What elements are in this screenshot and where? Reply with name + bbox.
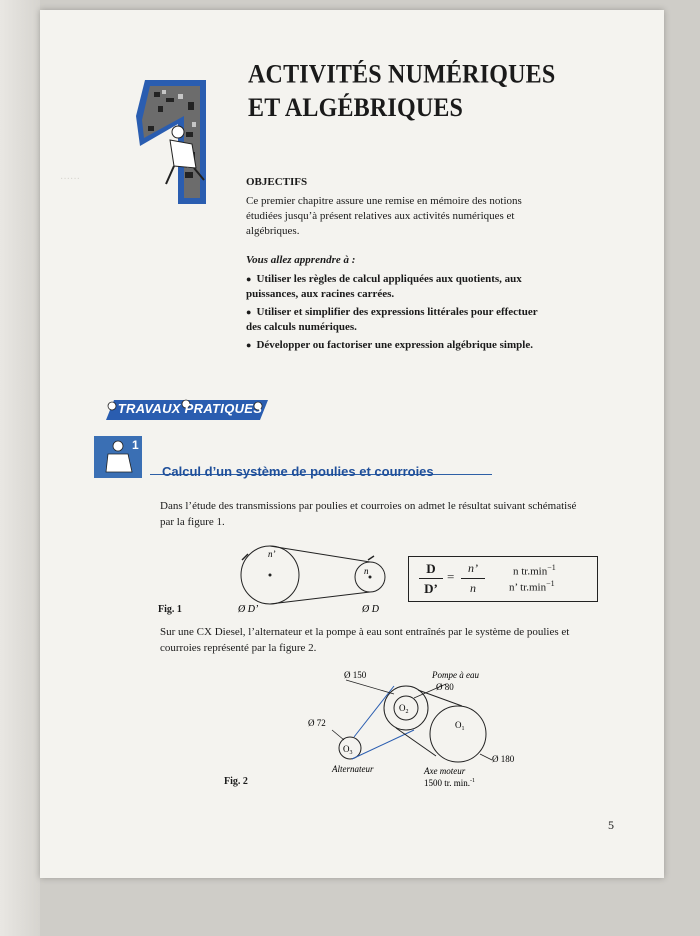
fig1-right-diameter: Ø D bbox=[362, 604, 379, 615]
formula-num1: D bbox=[426, 561, 436, 576]
chapter-number-graphic bbox=[100, 72, 210, 214]
formula-num2: n’ bbox=[468, 561, 478, 575]
fig2-d150: Ø 150 bbox=[344, 670, 367, 680]
formula-den2: n bbox=[470, 581, 476, 595]
learn-item: ● Utiliser et simplifier des expressions littérales pour effectuer des calculs numériques. bbox=[246, 305, 551, 335]
formula-box bbox=[408, 556, 598, 602]
fig1-left-speed: n’ bbox=[268, 549, 276, 559]
formula-line1: n $tr.\min^{-1}$ bbox=[513, 563, 556, 578]
travaux-pratiques-label: TRAVAUX PRATIQUES bbox=[117, 401, 263, 416]
fig2-pompe: Pompe à eau bbox=[432, 670, 479, 680]
figure-1-label: Fig. 1 bbox=[158, 604, 182, 615]
figure-2-pulley-system bbox=[286, 668, 522, 790]
fig2-axe: Axe moteur bbox=[424, 766, 466, 776]
fig1-left-diameter: Ø D’ bbox=[238, 604, 259, 615]
learn-list bbox=[246, 272, 551, 356]
fig2-o1: $O_1$ bbox=[455, 720, 465, 732]
fraction-bar bbox=[419, 578, 443, 579]
fig2-d72: Ø 72 bbox=[308, 718, 326, 728]
fig2-alternateur: Alternateur bbox=[332, 764, 374, 774]
learn-heading: Vous allez apprendre à : bbox=[246, 254, 356, 266]
chapter-title-line2: ET ALGÉBRIQUES bbox=[248, 93, 464, 123]
activity-number: 1 bbox=[132, 438, 139, 452]
figure-1-pulleys bbox=[156, 542, 396, 616]
learn-item: ● Utiliser les règles de calcul appliquées aux quotients, aux puissances, aux racines carrées. bbox=[246, 272, 551, 302]
fig2-d180: Ø 180 bbox=[492, 754, 515, 764]
fig2-o3: $O_3$ bbox=[343, 744, 353, 756]
page-number: 5 bbox=[608, 818, 614, 832]
learn-item: ● Développer ou factoriser une expression algébrique simple. bbox=[246, 338, 551, 353]
paragraph-cx-diesel: Sur une CX Diesel, l’alternateur et la pompe à eau sont entraînés par le système de poulies et courroies représenté par la figure 2. bbox=[160, 626, 570, 654]
activity-title: Calcul d’un système de poulies et courroies bbox=[162, 464, 434, 479]
objectives-text: Ce premier chapitre assure une remise en mémoire des notions étudiées jusqu’à présent relatives aux activités numériques et algébriques. bbox=[246, 195, 522, 237]
fig2-speed: 1500 tr. min.$^{-1}$ bbox=[424, 778, 476, 788]
figure-2-label: Fig. 2 bbox=[224, 776, 248, 787]
bleed-through-text: ······ bbox=[60, 174, 80, 185]
fig1-right-speed: n bbox=[364, 566, 369, 576]
formula-equals: = bbox=[447, 569, 455, 584]
fig2-d80: Ø 80 bbox=[436, 682, 454, 692]
page-gutter-shadow bbox=[0, 0, 40, 936]
formula-den1: D’ bbox=[424, 581, 438, 596]
paragraph-intro: Dans l’étude des transmissions par poulies et courroies on admet le résultat suivant schématisé par la figure 1. bbox=[160, 500, 577, 528]
formula-line2: n’ $tr.\min^{-1}$ bbox=[509, 579, 555, 594]
chapter-title bbox=[248, 58, 578, 125]
chapter-title-line1: ACTIVITÉS NUMÉRIQUES bbox=[248, 60, 556, 90]
fig2-o2: $O_2$ bbox=[399, 703, 409, 715]
objectives-heading: OBJECTIFS bbox=[246, 176, 308, 188]
fraction-bar bbox=[461, 578, 485, 579]
